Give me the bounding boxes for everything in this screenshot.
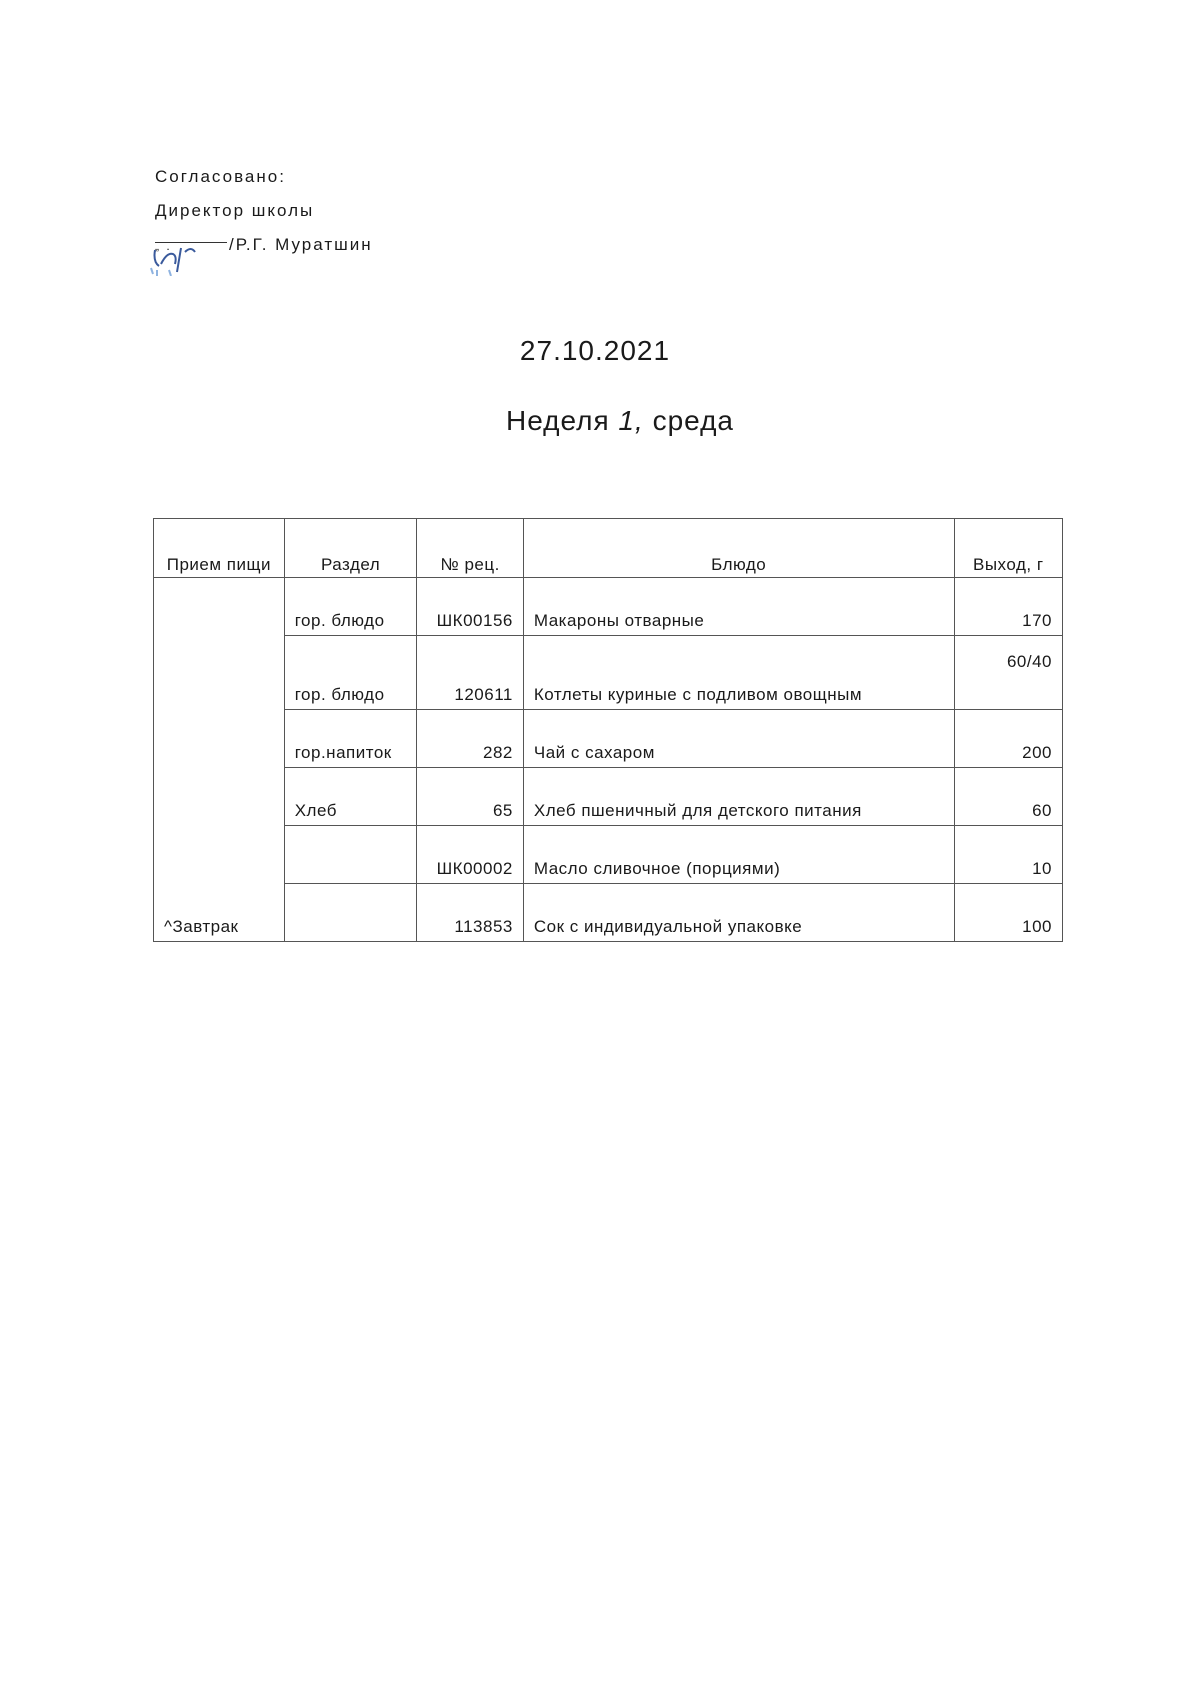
signatory-name: /Р.Г. Муратшин xyxy=(229,235,373,254)
week-title xyxy=(0,405,1190,437)
signature-blank xyxy=(155,228,227,253)
section-cell xyxy=(284,884,417,942)
recipe-cell: 65 xyxy=(417,768,523,826)
table-row xyxy=(154,768,1063,826)
table-row xyxy=(154,826,1063,884)
week-label: Неделя xyxy=(505,405,610,436)
table-header-row xyxy=(154,519,1063,578)
dish-cell: Макароны отварные xyxy=(523,578,954,636)
header-section: Раздел xyxy=(284,519,417,578)
signature-scribble-icon xyxy=(147,242,203,276)
signature-prefix: „ . xyxy=(155,239,172,253)
recipe-cell: 282 xyxy=(417,710,523,768)
recipe-cell: ШК00002 xyxy=(417,826,523,884)
section-cell: гор. блюдо xyxy=(284,578,417,636)
section-cell xyxy=(284,826,417,884)
dish-cell: Масло сливочное (порциями) xyxy=(523,826,954,884)
approval-agreed-label: Согласовано: xyxy=(155,167,286,186)
dish-cell: Котлеты куриные с подливом овощным xyxy=(523,636,954,710)
output-cell: 10 xyxy=(954,826,1062,884)
approval-block xyxy=(155,160,373,262)
dish-cell: Сок с индивидуальной упаковке xyxy=(523,884,954,942)
output-cell: 60 xyxy=(954,768,1062,826)
table-row xyxy=(154,578,1063,636)
section-cell: Хлеб xyxy=(284,768,417,826)
week-number: 1, xyxy=(618,405,644,436)
menu-table xyxy=(153,518,1063,942)
section-cell: гор. блюдо xyxy=(284,636,417,710)
output-cell: 170 xyxy=(954,578,1062,636)
menu-date: 27.10.2021 xyxy=(519,335,671,366)
dish-cell: Хлеб пшеничный для детского питания xyxy=(523,768,954,826)
signature-line xyxy=(155,228,373,262)
dish-cell: Чай с сахаром xyxy=(523,710,954,768)
table-row xyxy=(154,884,1063,942)
table-row xyxy=(154,636,1063,710)
header-dish: Блюдо xyxy=(523,519,954,578)
recipe-cell: 113853 xyxy=(417,884,523,942)
output-cell: 200 xyxy=(954,710,1062,768)
header-recipe: № рец. xyxy=(417,519,523,578)
recipe-cell: ШК00156 xyxy=(417,578,523,636)
table-row xyxy=(154,710,1063,768)
output-cell: 100 xyxy=(954,884,1062,942)
header-output: Выход, г xyxy=(954,519,1062,578)
approval-position: Директор школы xyxy=(155,201,315,220)
header-meal: Прием пищи xyxy=(154,519,285,578)
meal-cell: ^Завтрак xyxy=(154,578,285,942)
output-cell: 60/40 xyxy=(954,636,1062,710)
recipe-cell: 120611 xyxy=(417,636,523,710)
week-day: среда xyxy=(652,405,735,436)
section-cell: гор.напиток xyxy=(284,710,417,768)
